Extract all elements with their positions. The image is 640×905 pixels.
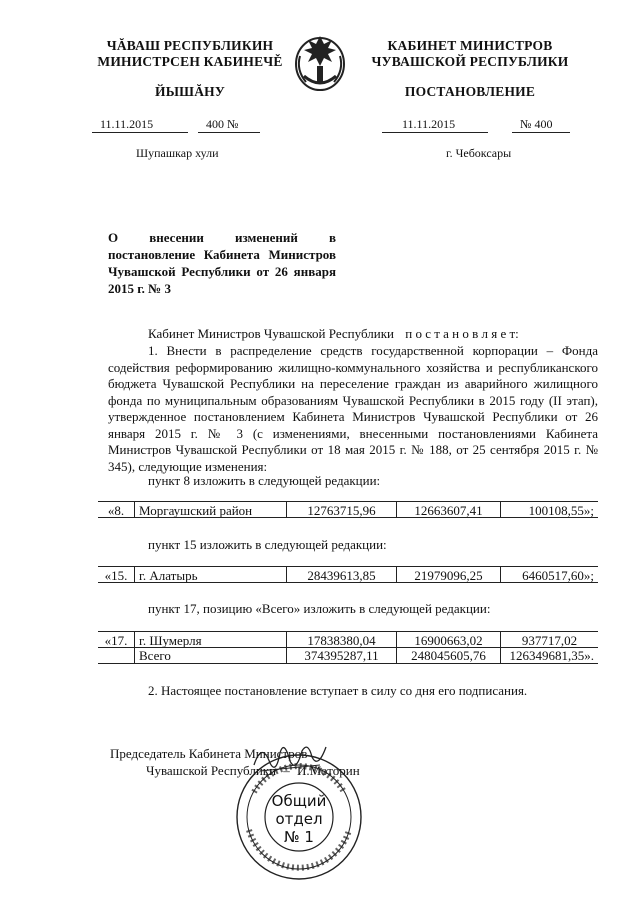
table-cell-v3: 100108,55»; — [500, 501, 598, 518]
header-left-org — [70, 38, 310, 70]
table-cell-num: «17. — [98, 631, 134, 648]
table-cell-name: Моргаушский район — [134, 501, 286, 518]
table-cell-v1: 17838380,04 — [286, 631, 396, 648]
left-date-underline — [92, 132, 188, 133]
signature-name: И.Моторин — [297, 763, 360, 778]
table-cell-v2: 21979096,25 — [396, 566, 500, 583]
table-cell-v1: 12763715,96 — [286, 501, 396, 518]
table-cell-v3: 6460517,60»; — [500, 566, 598, 583]
header-right-line2: ЧУВАШСКОЙ РЕСПУБЛИКИ — [371, 54, 569, 69]
left-city: Шупашкар хули — [136, 146, 219, 160]
table-cell-num: «8. — [98, 501, 134, 518]
table-cell-v3: 126349681,35». — [500, 647, 598, 664]
table-cell-v3: 937717,02 — [500, 631, 598, 648]
intro-text: Кабинет Министров Чувашской Республики — [148, 326, 394, 341]
header-left-line2: МИНИСТРСЕН КАБИНЕЧĚ — [97, 54, 283, 69]
p8-intro: пункт 8 изложить в следующей редакции: — [148, 473, 381, 488]
table-cell-v2: 248045605,76 — [396, 647, 500, 664]
intro-line — [108, 326, 598, 343]
left-number: 400 № — [206, 117, 239, 131]
table-cell-name: г. Алатырь — [134, 566, 286, 583]
table-cell-name: г. Шумерля — [134, 631, 286, 648]
header-right-line1: КАБИНЕТ МИНИСТРОВ — [387, 38, 553, 53]
header-left-line1: ЧĂВАШ РЕСПУБЛИКИН — [106, 38, 274, 53]
decree-word: п о с т а н о в л я е т: — [405, 326, 519, 341]
p17-intro: пункт 17, позицию «Всего» изложить в следующей редакции: — [148, 601, 491, 616]
table-cell-name: Всего — [134, 647, 286, 664]
item2-paragraph: 2. Настоящее постановление вступает в силу со дня его подписания. — [148, 683, 528, 698]
signature-dash: – — [283, 763, 290, 778]
signature-republic: Чувашской Республики — [146, 763, 277, 778]
left-number-underline — [198, 132, 260, 133]
table-cell-v2: 12663607,41 — [396, 501, 500, 518]
stamp-center-text — [234, 792, 364, 846]
right-date: 11.11.2015 — [402, 117, 456, 131]
right-number-underline — [512, 132, 570, 133]
table-cell-num: «15. — [98, 566, 134, 583]
emblem-icon — [292, 26, 348, 96]
table-row-8 — [98, 501, 598, 518]
table-cell-v1: 374395287,11 — [286, 647, 396, 664]
signature-title-line1: Председатель Кабинета Министров — [110, 746, 308, 761]
table-row-17 — [98, 631, 598, 648]
table-cell-v2: 16900663,02 — [396, 631, 500, 648]
item1-paragraph: 1. Внести в распределение средств государственной корпорации – Фонда содействия реформированию жилищно-коммунального хозяйства и республиканского бюджета Чувашской Республики на переселение граждан из аварийного жилищного фонда по муниципальным образованиям Чувашской Республики в 2015 году (II этап), утвержденное постановлением Кабинета Министров Чувашской Республики от 26 января 2015 г. № 3 (с изменениями, внесенными постановлениями Кабинета Министров Чувашской Республики от 18 мая 2015 г. № 188, от 25 сентября 2015 г. № 345), следующие изменения: — [108, 343, 598, 474]
table-row-total — [98, 647, 598, 664]
header-left-doctype: ЙЫШĂНУ — [155, 84, 225, 99]
stamp-line3: № 1 — [284, 828, 314, 846]
header-right-org — [355, 38, 585, 70]
header-right-doctype: ПОСТАНОВЛЕНИЕ — [404, 84, 536, 99]
table-row-15 — [98, 566, 598, 583]
right-city: г. Чебоксары — [446, 146, 512, 160]
official-stamp — [234, 752, 364, 882]
table-cell-num-empty — [98, 647, 134, 664]
right-date-underline — [382, 132, 488, 133]
stamp-line1: Общий — [271, 792, 327, 810]
left-date: 11.11.2015 — [100, 117, 154, 131]
right-number: № 400 — [520, 117, 553, 131]
stamp-line2: отдел — [275, 810, 323, 828]
table-cell-v1: 28439613,85 — [286, 566, 396, 583]
p15-intro: пункт 15 изложить в следующей редакции: — [148, 537, 387, 552]
document-title: О внесении изменений в постановление Кабинета Министров Чувашской Республики от 26 января 2015 г. № 3 — [108, 230, 336, 296]
